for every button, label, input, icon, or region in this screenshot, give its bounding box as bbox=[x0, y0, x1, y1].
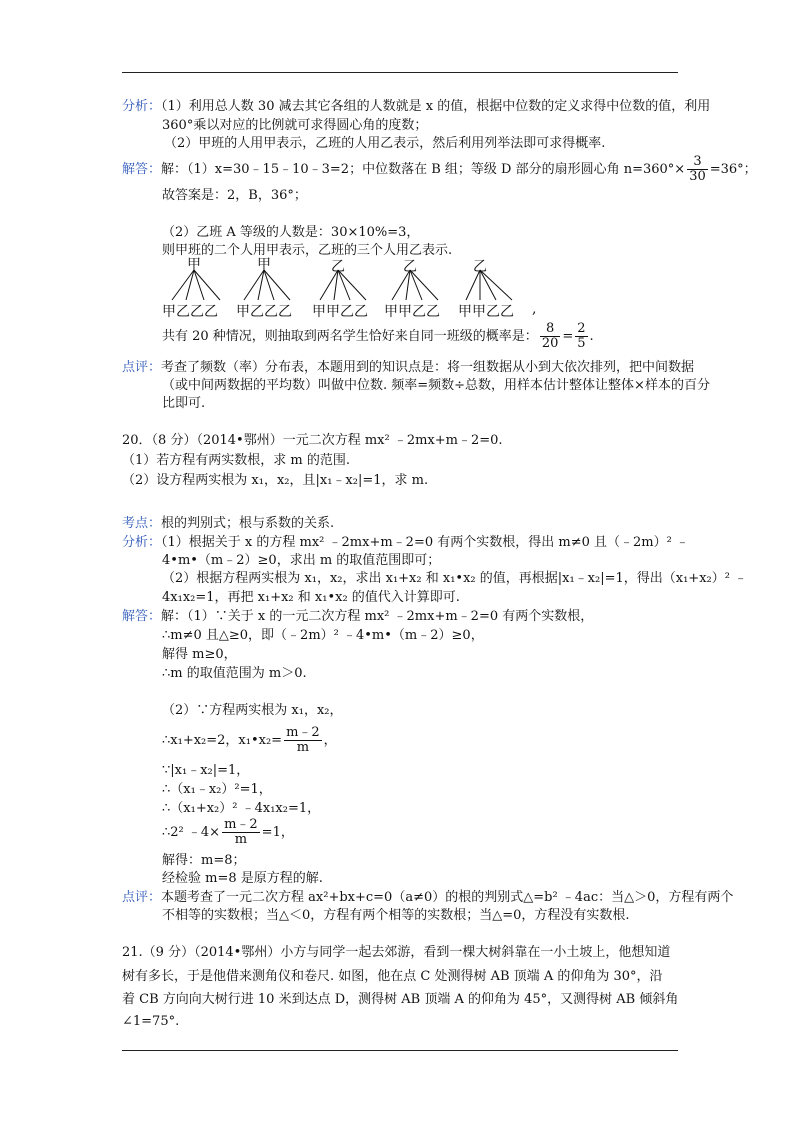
fraction-2-5: $\frac{2}{5}$ bbox=[577, 321, 586, 351]
tree-leaves: 甲甲乙乙 bbox=[312, 304, 368, 320]
comment-label: 点评： bbox=[122, 890, 162, 905]
answer-label: 解答： bbox=[122, 162, 162, 177]
q20-answer-4: ∴m 的取值范围为 m＞0. bbox=[162, 666, 307, 681]
q20-answer-9: ∴（x₁+x₂）² ﹣4x₁x₂=1， bbox=[162, 801, 321, 816]
q20-part1: （1）若方程有两实数根，求 m 的范围. bbox=[122, 453, 350, 468]
q21-line4: ∠1=75°. bbox=[122, 1014, 180, 1029]
q19-analysis-cont: 360°乘以对应的比例就可求得圆心角的度数； bbox=[162, 118, 428, 133]
q19-comment-2: （或中间两数据的平均数）叫做中位数. 频率=频数÷总数，用样本估计整体让整体×样本的百分 bbox=[162, 378, 710, 393]
kaodian-label: 考点： bbox=[122, 516, 162, 531]
q19-comment: 点评：考查了频数（率）分布表，本题用到的知识点是：将一组数据从小到大依次排列，把中间数据 bbox=[122, 360, 695, 375]
tree-root: 乙 bbox=[473, 259, 487, 275]
q19-answer-2b: 则甲班的二个人用甲表示，乙班的三个人用乙表示. bbox=[162, 243, 453, 258]
q20-analysis-1b: 4•m•（m﹣2）≥0，求出 m 的取值范围即可； bbox=[162, 553, 441, 568]
comment-label: 点评： bbox=[122, 360, 162, 375]
tree-root: 甲 bbox=[257, 257, 271, 273]
q19-answer-2c: 共有 20 种情况，则抽取到两名学生恰好来自同一班级的概率是： $\frac{8}{20}$ = $\frac{2}{5}$ . bbox=[162, 321, 594, 351]
q20-answer-5: （2）∵方程两实根为 x₁，x₂， bbox=[162, 703, 343, 718]
q20-answer-12: 经检验 m=8 是原方程的解. bbox=[162, 871, 323, 886]
q19-comment-3: 比即可. bbox=[162, 396, 206, 411]
q20-answer-3: 解得 m≥0， bbox=[162, 647, 237, 662]
q20-comment: 点评：本题考查了一元二次方程 ax²+bx+c=0（a≠0）的根的判别式△=b² ﹣4ac：当△＞0，方程有两个 bbox=[122, 890, 734, 905]
q19-analysis-2: （2）甲班的人用甲表示，乙班的人用乙表示，然后利用列举法即可求得概率. bbox=[164, 136, 606, 151]
q19-analysis: 分析：（1）利用总人数 30 减去其它各组的人数就是 x 的值，根据中位数的定义求得中位数的值，利用 bbox=[122, 99, 711, 114]
q20-answer-6: ∴x₁+x₂=2，x₁•x₂= $\frac{m﹣2}{m}$ ， bbox=[162, 725, 337, 755]
probability-tree-diagram bbox=[160, 256, 550, 320]
tree-root: 乙 bbox=[403, 259, 417, 275]
fraction-8-20: $\frac{8}{20}$ bbox=[541, 321, 559, 351]
tree-leaves: 甲乙乙乙 bbox=[236, 304, 292, 320]
header-rule bbox=[122, 72, 678, 73]
q20-comment-2: 不相等的实数根；当△＜0，方程有两个相等的实数根；当△=0，方程没有实数根. bbox=[162, 908, 630, 923]
tree-leaves: 甲甲乙乙 bbox=[458, 304, 514, 320]
q20-answer-7: ∵|x₁﹣x₂|=1， bbox=[162, 763, 250, 778]
tree-leaves: 甲乙乙乙 bbox=[162, 304, 218, 320]
q20-answer-1: 解答：解：（1）∵关于 x 的一元二次方程 mx² ﹣2mx+m﹣2=0 有两个实数根， bbox=[122, 609, 594, 624]
q19-answer-1c: 故答案是：2，B，36°； bbox=[162, 188, 307, 203]
q20-analysis-2: （2）根据方程两实根为 x₁，x₂，求出 x₁+x₂ 和 x₁•x₂ 的值，再根据|x₁﹣x₂|=1，得出（x₁+x₂）² ﹣ bbox=[162, 571, 748, 586]
q20-answer-8: ∴（x₁﹣x₂）²=1， bbox=[162, 782, 272, 797]
q20-kaodian: 考点：根的判别式；根与系数的关系. bbox=[122, 516, 335, 531]
fraction-m-2-over-m: $\frac{m﹣2}{m}$ bbox=[286, 725, 320, 755]
q20-analysis: 分析：（1）根据关于 x 的方程 mx² ﹣2mx+m﹣2=0 有两个实数根，得出 m≠0 且（﹣2m）² ﹣ bbox=[122, 535, 689, 550]
q21-line2: 树有多长，于是他借来测角仪和卷尺. 如图，他在点 C 处测得树 AB 顶端 A 的仰角为 30°，沿 bbox=[122, 969, 663, 984]
q20-answer-2: ∴m≠0 且△≥0，即（﹣2m）² ﹣4•m•（m﹣2）≥0， bbox=[162, 628, 484, 643]
fraction-m-2-over-m: $\frac{m﹣2}{m}$ bbox=[224, 817, 258, 847]
fraction-3-30: $\frac{3}{30}$ bbox=[689, 154, 706, 184]
tree-root: 乙 bbox=[331, 259, 345, 275]
tree-root: 甲 bbox=[187, 257, 201, 273]
tree-leaves: 甲甲乙乙 bbox=[384, 304, 440, 320]
q20-answer-11: 解得：m=8； bbox=[162, 853, 246, 868]
analysis-label: 分析： bbox=[122, 99, 162, 114]
answer-label: 解答： bbox=[122, 609, 162, 624]
analysis-label: 分析： bbox=[122, 535, 162, 550]
q19-answer-2a: （2）乙班 A 等级的人数是：30×10%=3， bbox=[162, 225, 420, 240]
q20-title: 20．（8 分）（2014•鄂州）一元二次方程 mx² ﹣2mx+m﹣2=0. bbox=[122, 433, 503, 448]
q20-part2: （2）设方程两实根为 x₁，x₂，且|x₁﹣x₂|=1，求 m. bbox=[122, 473, 429, 488]
q19-answer-1: 解答：解：（1）x=30﹣15﹣10﹣3=2；中位数落在 B 组；等级 D 部分的扇形圆心角 n=360°× $\frac{3}{30}$ =36°； bbox=[122, 154, 757, 184]
q20-analysis-2b: 4x₁x₂=1，再把 x₁+x₂ 和 x₁•x₂ 的值代入计算即可. bbox=[162, 590, 460, 605]
q20-answer-10: ∴2² ﹣4× $\frac{m﹣2}{m}$ =1， bbox=[162, 817, 294, 847]
q21-line3: 着 CB 方向向大树行进 10 米到达点 D，测得树 AB 顶端 A 的仰角为 45°，又测得树 AB 倾斜角 bbox=[122, 992, 679, 1007]
tree-end-comma: , bbox=[532, 301, 537, 317]
q21-line1: 21.（9 分）（2014•鄂州）小方与同学一起去郊游，看到一棵大树斜靠在一小土坡上，他想知道 bbox=[122, 945, 671, 960]
footer-rule bbox=[122, 1050, 678, 1051]
